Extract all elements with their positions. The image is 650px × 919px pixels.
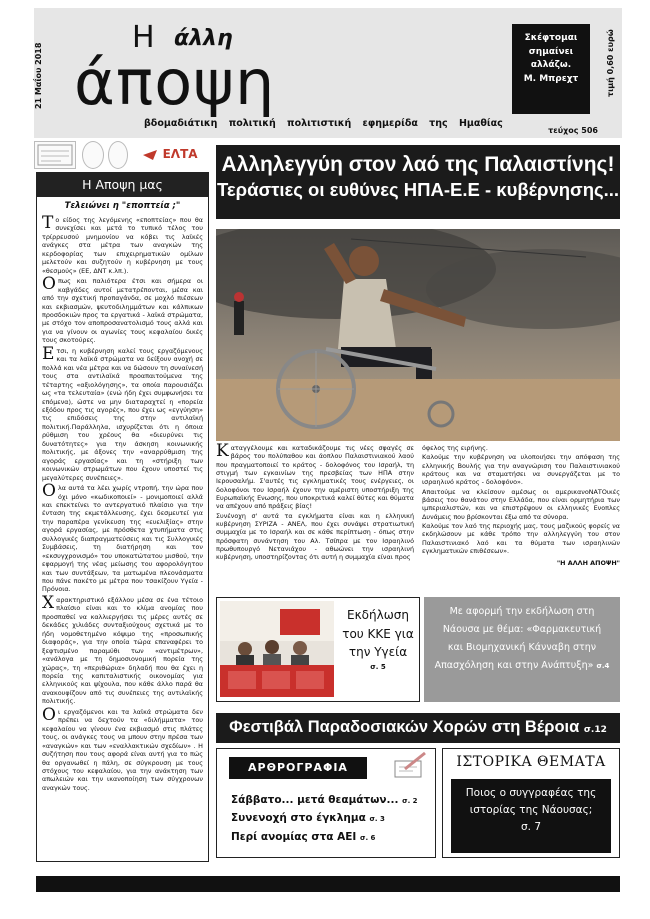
drop-cap: Κ: [216, 441, 229, 461]
drop-cap: Ο: [42, 481, 56, 502]
quote-author: Μ. Μπρεχτ: [523, 73, 579, 84]
brecht-quote-box: [512, 24, 590, 114]
editorial-paragraph: [42, 592, 203, 706]
article-paragraph: Απαιτούμε να κλείσουν αμέσως οι αμερικανοΝΑΤΟικές βάσεις του θανάτου στην Ελλάδα, που είναι ορμητήρια των ιμπεριαλιστών, και να επιστρέψουν οι ελληνικές Ενοπλες Δυνάμεις που βρίσκονται έξω από τα σύνορα.: [422, 487, 620, 521]
article-paragraph: Συνένοχη σ' αυτά τα εγκλήματα είναι και η ελληνική κυβέρνηση ΣΥΡΙΖΑ - ΑΝΕΛ, που έχει συνάψει στρατιωτική συμμαχία με το Ισραήλ και σε κάθε περίπτωση - όπως στην πρόσφατη συνάντηση του Αλ. Τσίπρα με τον Ισραηλινό πρωθυπουργό Νετανιάχου - αθωώνει την ισραηλινή κυβέρνηση, υποστηρίζοντας ότι αυτή η συμμαχία είναι προς: [216, 511, 414, 562]
postal-logo: [34, 141, 76, 169]
title-h: Η: [132, 20, 155, 55]
festival-banner[interactable]: [216, 713, 620, 743]
editorial-paragraph: [42, 274, 203, 345]
kke-line-1: Εκδήλωση: [347, 608, 409, 622]
istorika-page-ref: σ. 7: [520, 820, 541, 833]
cannabis-line-4: [428, 657, 616, 675]
cannabis-line-2: Νάουσα με θέμα: «Φαρμακευτική: [442, 624, 602, 636]
headline-line-1: Αλληλεγγύη στον λαό της Παλαιστίνης!: [221, 153, 615, 176]
arthrografia-item[interactable]: [231, 791, 431, 809]
editorial-paragraph: [42, 481, 203, 594]
main-headline[interactable]: [216, 145, 620, 219]
drop-cap: Ο: [42, 704, 56, 725]
kke-event-text: [337, 606, 419, 673]
istorika-line-2: ιστορίας της Νάουσας;: [469, 803, 593, 816]
editorial-heading: Η Αποψη μας: [37, 173, 208, 197]
elta-logo-text: ΕΛΤΑ: [162, 147, 198, 161]
article-paragraph: Καλούμε τον λαό της περιοχής μας, τους μαζικούς φορείς να εκδηλώσουν με κάθε τρόπο την αλληλεγγύη του στον Παλαιστινιακό λαό και τα θύματα των ισραηλινών εγκληματικών επιθέσεων».: [422, 521, 620, 555]
arthrografia-item-title: Σάββατο... μετά θεαμάτων...: [231, 794, 399, 806]
issue-date: 21 Μαΐου 2018: [34, 42, 43, 110]
cannabis-event-box[interactable]: [424, 597, 620, 702]
editorial-text: ι εργαζόμενοι και τα λαϊκά στρώματα δεν πρέπει να δεχτούν τα «διλήμματα» του κεφαλαίου να γίνουν ένα εκβιασμό στις πλάτες τους, οι ανάγκες τους να μπουν στην πρέσα των «αναγκών» και των «εναλλακτικών σχεδίων» . Η συζήτηση που τους αφορά είναι αυτή για το πώς θα οργανωθεί η πάλη, σε σύγκρουση με τους στόχους του κεφαλαίου, για την ανάκτηση των απωλειών και την ικανοποίηση των σύγχρονων αναγκών τους.: [42, 707, 203, 792]
cannabis-page-ref: σ.4: [596, 662, 610, 671]
arthrografia-item-title: Περί ανομίας στα ΑΕΙ: [231, 830, 357, 843]
editorial-subheading: Τελειώνει η "εποπτεία ;": [64, 201, 181, 211]
title-alli: άλλη: [174, 26, 233, 51]
article-paragraph: [216, 441, 414, 511]
editorial-text: τσι, η κυβέρνηση καλεί τους εργαζόμενους και τα λαϊκά στρώματα να δείξουν ανοχή σε πολλά και νέα μέτρα και να δώσουν τη συναίνεσή τους στα αντιλαϊκά προαπαιτούμενα της τέταρτης «αξιολόγησης», τα οποία παρουσιάζει ως «τα τελευταία» (ενώ ήδη έχει συμφωνήσει τα επόμενα), ώστε να μην διαταραχτεί η «πορεία εξόδου προς τις αγορές», που έχει ως «εγγύηση» τις επιδόσεις της στην αντιλαϊκή πολιτική.Παράλληλα, ισχυρίζεται ότι η όποια ρύθμιση του χρέους θα «διευρύνει τις δυνατότητες» για την άσκηση κοινωνικής πολιτικής, με άξονες την «αναρρύθμιση της αγοράς εργασίας» και τη «στήριξη των κοινωνικών στρωμάτων που έχουν υποστεί τις μεγαλύτερες συνέπειες».: [42, 346, 203, 482]
masthead: [34, 8, 622, 138]
elta-logo: [134, 141, 206, 169]
article-paragraph: Καλούμε την κυβέρνηση να υλοποιήσει την απόφαση της ελληνικής Βουλής για την αναγνώριση του Παλαιστινιακού κράτους και να σταματήσει να συνεργάζεται με το ισραηλινό κράτος - δολοφόνο».: [422, 453, 620, 487]
quote-line-1: Σκέφτομαι: [524, 33, 578, 43]
arthrografia-item-ref: σ. 3: [369, 815, 385, 824]
editorial-body: [37, 213, 208, 797]
festival-page-ref: σ.12: [583, 725, 607, 735]
arthrografia-item-title: Συνενοχή στο έγκλημα: [231, 812, 366, 825]
istorika-line-1: Ποιος ο συγγραφέας της: [465, 787, 597, 799]
article-column-1: [216, 441, 414, 563]
istorika-box: [442, 748, 620, 858]
drop-cap: Ο: [42, 274, 56, 295]
kke-line-3: την Υγεία: [348, 645, 408, 660]
title-apopsi: άποψη: [74, 46, 276, 119]
footer-bar: [36, 876, 620, 892]
arthrografia-item-ref: σ. 2: [402, 797, 418, 805]
palestine-article: [216, 441, 620, 594]
masthead-subtitle: βδομαδιάτικη πολιτική πολιτιστική εφημερίδα της Ημαθίας: [144, 118, 503, 129]
article-signature: "Η ΑΛΛΗ ΑΠΟΨΗ": [556, 559, 620, 568]
cannabis-line-3: και Βιομηχανική Κάνναβη στην: [447, 642, 597, 654]
issue-number: τεύχος 506: [548, 126, 598, 135]
editorial-paragraph: [42, 213, 203, 275]
arthrografia-box: [216, 748, 436, 858]
editorial-text: πως και παλιότερα έτσι και σήμερα οι καβγάδες αυτοί μετατρέπονται, μέσα και από την σχετική προπαγάνδα, σε μοχλό πιέσεων και εκβιασμών, ψευτοδιλημμάτων και κάλπικων προσδοκιών προς τα εργατικά - λαϊκά στρώματα, με στόχο τον αποπροσανατολισμό τους αλλά και για να γίνουν οι αγωνίες τους κεφαλαίου δικές τους σκοτούρες.: [42, 277, 203, 345]
article-column-2: [422, 444, 620, 568]
seal-logo-1: [82, 141, 104, 169]
writing-hand-icon: [391, 751, 429, 779]
editorial-text: αρακτηριστικό εξάλλου μέσα σε ένα τέτοιο πλαίσιο είναι και το κλίμα ανομίας που προσπαθεί να καλλιεργήσει τις μέρες αυτές σε δεκάδες χιλιάδες συνταξιούχους σχετικά με το ήδη νομοθετημένο κόψιμο της «προσωπικής διαφοράς», για την οποία τώρα επαναφέρει το ξεφτισμένο παραμύθι των «αντιμέτρων», «ανάλογα με τη δημοσιονομική πορεία της χώρας», τη «περιθώρια» δηλαδή που θα έχει η πορεία της καπιταλιστικής οικονομίας για ελληνικούς και ψίχουλα, που κάθε άλλο παρά θα ανακουφίζουν από τις συνέπειες της αντιλαϊκής πολιτικής.: [42, 595, 203, 706]
arthrografia-item[interactable]: [231, 828, 431, 846]
arthrografia-item[interactable]: [231, 809, 431, 827]
article-text: αταγγέλουμε και καταδικάζουμε τις νέες σφαγές σε βάρος του πολύπαθου και άοπλου Παλαιστινιακού λαού που πραγματοποιεί το κράτος - δολοφόνος του Ισραήλ, τη στιγμή των εγκαινίων της πρεσβείας των ΗΠΑ στην Ιερουσαλήμ. Σ'αυτές τις εγκληματικές τους ενέργειες, οι δολοφόνοι του Ισραήλ έχουν την αμέριστη υποστήριξη της Ευρωπαϊκής Ενωσης, που υποκριτικά καλεί θύτες και θύματα να απέχουν από πράξεις βίας!: [216, 444, 414, 511]
arthrografia-list: [231, 791, 431, 846]
quote-line-2: σημαίνει: [528, 46, 574, 57]
kke-page-ref: σ. 5: [370, 662, 386, 671]
arthrografia-heading: ΑΡΘΡΟΓΡΑΦΙΑ: [229, 757, 367, 779]
price: τιμή 0,60 ευρώ: [606, 29, 615, 97]
editorial-column: [36, 172, 209, 862]
drop-cap: Τ: [42, 213, 54, 233]
drop-cap: Ε: [42, 343, 55, 364]
headline-line-2: Τεράστιες οι ευθύνες ΗΠΑ-Ε.Ε - κυβέρνησης...: [216, 179, 620, 201]
drop-cap: Χ: [42, 592, 55, 613]
kke-line-2: του ΚΚΕ για: [342, 626, 414, 641]
protest-photo: [216, 229, 620, 441]
editorial-paragraph: [42, 343, 203, 482]
kke-event-photo: [220, 601, 334, 697]
quote-line-3: αλλάζω.: [530, 60, 572, 70]
logos-row: [34, 141, 210, 169]
editorial-paragraph: [42, 704, 203, 793]
seal-logo-2: [108, 141, 128, 169]
istorika-teaser[interactable]: [451, 779, 611, 853]
cannabis-line-4-text: Απασχόληση και στην Ανάπτυξη»: [434, 660, 594, 672]
editorial-text: λα αυτά τα λέει χωρίς ντροπή, την ώρα που όχι μόνο «κωδικοποιεί» - μονιμοποιεί αλλά και επεκτείνει το αντεργατικό πλαίσιο για την ένταση της εκμετάλλευσης, έχει δεσμευτεί για την παραπέρα γενίκευση της «ευελιξίας» στην αγορά εργασίας, με πρόσθετα χτυπήματα στις συλλογικές διαπραγματεύσεις και τις Συλλογικές Συμβάσεις, τη διατήρηση και τον «εκσυγχρονισμό» του υποκατώτατου μισθού, την εφαρμογή της νέας μείωσης του αφορολόγητου και των συντάξεων, τα ματωμένα πλεονάσματα που πάνε πακέτο με μέτρα που τσακίζουν Υγεία - Πρόνοια.: [42, 484, 203, 594]
article-paragraph: όφελος της ειρήνης.: [422, 444, 488, 452]
cannabis-line-1: Με αφορμή την εκδήλωση στη: [449, 606, 595, 617]
editorial-text: ο είδος της λεγόμενης «εποπτείας» που θα συνεχίσει και μετά το τυπικό τέλος του τρίρρευσού μνημονίου να κόβει τις λαϊκές ανάγκες στα μέτρα των αναγκών της κερδοφορίας των επιχειρηματικών ομίλων μελετούν και συζητούν η κυβέρνηση με τους «θεσμούς» (ΕΕ, ΔΝΤ κ.λπ.).: [42, 216, 203, 275]
kke-event-box[interactable]: [216, 597, 420, 702]
arthrografia-item-ref: σ. 6: [360, 833, 376, 842]
istorika-heading: ΙΣΤΟΡΙΚΑ ΘΕΜΑΤΑ: [456, 754, 606, 770]
festival-text: Φεστιβάλ Παραδοσιακών Χορών στη Βέροια: [229, 718, 580, 736]
